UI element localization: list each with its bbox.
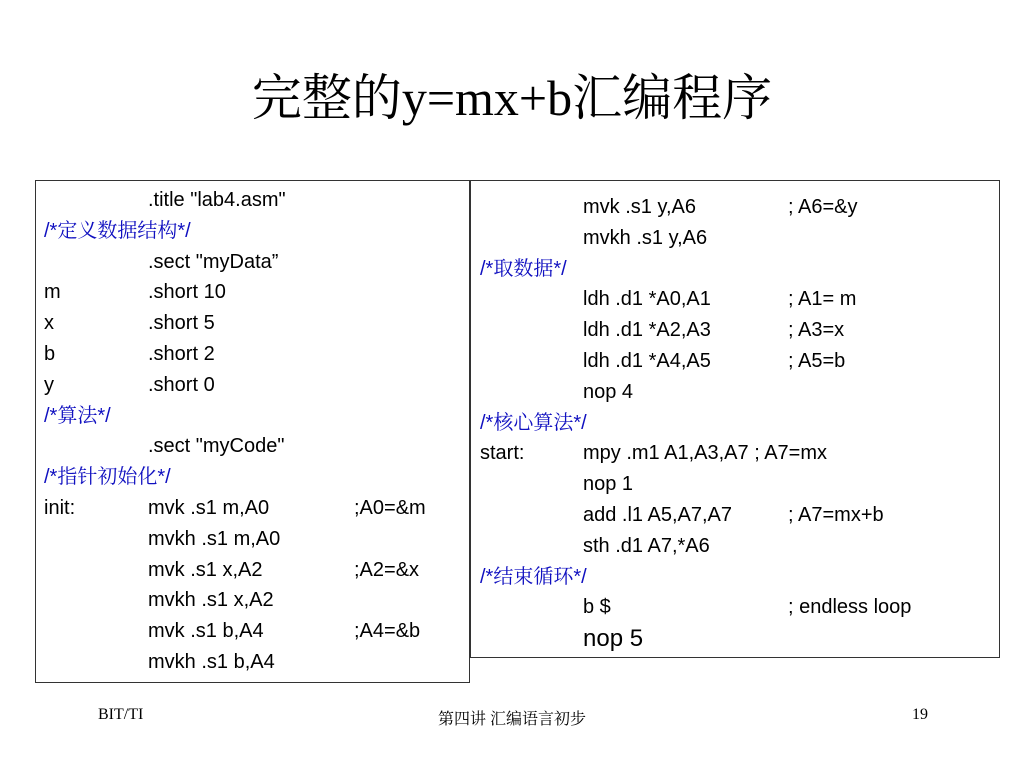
code-comment: ; A1= m xyxy=(788,288,857,311)
code-comment-line xyxy=(36,401,469,432)
code-line xyxy=(36,370,469,401)
code-comment: ;A2=&x xyxy=(354,558,420,581)
right-code-panel xyxy=(470,180,1000,658)
code-comment: ; A6=&y xyxy=(788,196,858,218)
code-line xyxy=(471,469,999,500)
code-line xyxy=(36,524,469,555)
code-instruction: .short 10 xyxy=(148,281,226,304)
code-comment: ; A7=mx+b xyxy=(788,504,884,526)
code-comment: ;A0=&m xyxy=(354,497,426,519)
code-line xyxy=(36,185,469,216)
comment-text: /*取数据*/ xyxy=(480,257,567,280)
code-line xyxy=(471,500,999,531)
code-instruction: mvkh .s1 m,A0 xyxy=(148,527,281,550)
code-instruction: ldh .d1 *A4,A5 xyxy=(583,350,711,372)
code-instruction: ldh .d1 *A2,A3 xyxy=(583,319,711,342)
code-comment-line xyxy=(471,562,999,593)
code-line xyxy=(471,623,999,654)
code-line xyxy=(36,339,469,370)
code-instruction: sth .d1 A7,*A6 xyxy=(583,534,710,557)
code-instruction: nop 4 xyxy=(583,380,634,403)
code-instruction: b $ xyxy=(583,596,611,619)
footer-author: BIT/TI xyxy=(98,706,144,723)
code-instruction: mvkh .s1 x,A2 xyxy=(148,589,274,612)
code-line xyxy=(471,592,999,623)
code-instruction: .title "lab4.asm" xyxy=(148,189,286,211)
code-instruction: mvk .s1 m,A0 xyxy=(148,497,270,519)
code-line xyxy=(471,377,999,408)
code-instruction: mvkh .s1 y,A6 xyxy=(583,226,708,249)
code-comment: ; A3=x xyxy=(788,319,845,342)
code-line xyxy=(471,223,999,254)
code-label: x xyxy=(44,312,54,335)
code-label: start: xyxy=(480,442,525,465)
slide-title: 完整的y=mx+b汇编程序 xyxy=(251,70,773,126)
comment-text: /*核心算法*/ xyxy=(480,411,587,434)
code-instruction: nop 5 xyxy=(583,625,644,653)
code-line xyxy=(36,308,469,339)
code-line xyxy=(36,616,469,647)
code-label: init: xyxy=(44,497,76,519)
code-instruction: mvk .s1 y,A6 xyxy=(583,196,696,218)
code-comment: ; endless loop xyxy=(788,596,912,619)
code-comment-line xyxy=(36,462,469,493)
code-line xyxy=(471,346,999,377)
left-code-panel xyxy=(35,180,470,683)
code-line xyxy=(36,431,469,462)
code-instruction: .short 5 xyxy=(148,312,215,335)
code-line xyxy=(36,277,469,308)
code-instruction: ldh .d1 *A0,A1 xyxy=(583,288,711,311)
code-comment-line xyxy=(36,216,469,247)
code-comment: ; A5=b xyxy=(788,350,846,372)
code-instruction: mvkh .s1 b,A4 xyxy=(148,651,275,673)
code-label: y xyxy=(44,373,54,396)
code-instruction: .short 0 xyxy=(148,373,215,396)
code-line xyxy=(471,192,999,223)
code-label: m xyxy=(44,281,61,304)
code-line xyxy=(36,647,469,678)
code-instruction: .sect "myData” xyxy=(148,250,279,273)
comment-text: /*算法*/ xyxy=(44,404,111,427)
code-line xyxy=(36,493,469,524)
code-comment-line xyxy=(471,408,999,439)
code-line xyxy=(36,585,469,616)
code-line xyxy=(471,531,999,562)
code-comment: ;A4=&b xyxy=(354,620,421,643)
footer-lecture-title: 第四讲 汇编语言初步 xyxy=(437,711,586,728)
code-line xyxy=(36,555,469,586)
code-instruction: .short 2 xyxy=(148,343,215,365)
page-number: 19 xyxy=(912,706,928,723)
code-label: b xyxy=(44,343,56,365)
comment-text: /*结束循环*/ xyxy=(480,565,587,588)
code-instruction: mpy .m1 A1,A3,A7 ; A7=mx xyxy=(583,442,828,465)
code-line xyxy=(471,315,999,346)
code-instruction: nop 1 xyxy=(583,473,634,496)
code-comment-line xyxy=(471,254,999,285)
comment-text: /*指针初始化*/ xyxy=(44,466,171,489)
code-line xyxy=(471,284,999,315)
code-line xyxy=(471,438,999,469)
code-instruction: .sect "myCode" xyxy=(148,435,285,458)
code-instruction: mvk .s1 x,A2 xyxy=(148,558,263,581)
comment-text: /*定义数据结构*/ xyxy=(44,219,191,242)
code-line xyxy=(36,247,469,278)
code-instruction: add .l1 A5,A7,A7 xyxy=(583,504,733,526)
code-instruction: mvk .s1 b,A4 xyxy=(148,620,264,643)
